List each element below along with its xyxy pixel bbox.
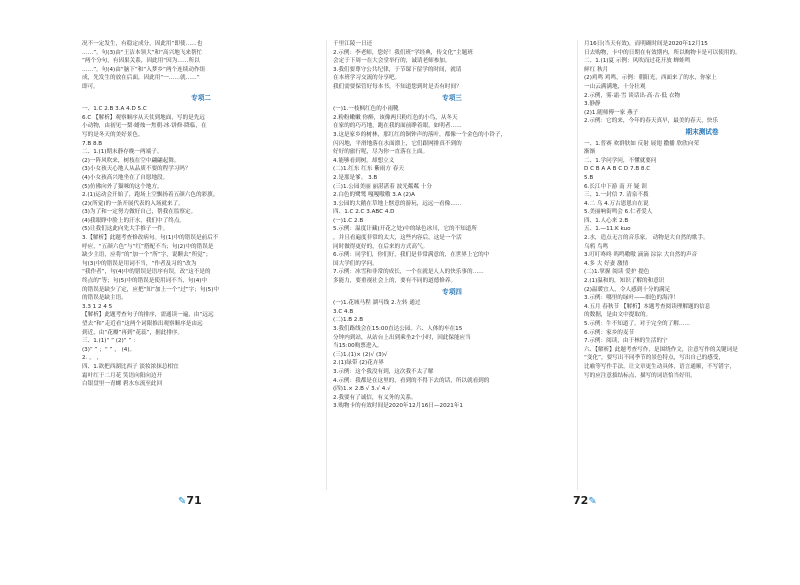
- answer-line: (4)小女孩高兴地坐在了自愿地段。: [82, 174, 169, 181]
- answer-line: (2)一阵风吹来，树枝在空中翩翩起舞。: [82, 157, 180, 164]
- answer-line: 我们需要保管好每本书，不知道您到时是否有时间？: [333, 83, 462, 90]
- answer-line: 3.购物卡的有效时间是2020年12月16日—2021年1: [333, 403, 463, 410]
- answer-line: 况不一定发生，有稳定成分，因此用“即使……也: [82, 41, 203, 47]
- answer-line: ……”。句(4)由“脑下”和“入梦乡”两个连续动作组: [82, 66, 206, 73]
- page-number-right-text: 72: [573, 494, 589, 507]
- answer-line: 的错误是缺少了定，应把“知”加上一个“过”字；句(5)中: [82, 286, 219, 293]
- answer-column-right: [584, 40, 800, 380]
- answer-line: 2.示例：李老师，您好！我们班“学经典，传文化”主题班: [333, 49, 473, 56]
- page-number-left-text: 71: [186, 494, 202, 507]
- answer-line: 终点的”等；句(5)中的错误是使用词不当，句(4)中: [82, 278, 208, 285]
- answer-line: 3.公园的大鹅在草地上惬意的游玩，远远一看像……: [333, 200, 462, 207]
- answer-line: 成，先发生的放在后面，因此用“一……就……”: [82, 75, 200, 82]
- answer-line: (5)让我们这此向先大手推子一件。: [82, 226, 169, 233]
- answer-line: (一)1.一枝枫红色的小雨靴: [333, 106, 399, 113]
- answer-line: (3)“ ” ；“ ” ， (4)。: [82, 346, 136, 353]
- answer-line: “我作者”，句(4)中的错误是语序有误，改“这不是的: [82, 269, 211, 276]
- answer-line: 小动物，由初见一梨·蜡烛一焦朝·冰·饼修·降临，在: [82, 123, 207, 130]
- answer-line: 四、1.欲把西湖比西子 淡妆浓抹总相宜: [82, 363, 179, 370]
- answer-line: (3)为了和一定努力做好自己，帮我在监察定。: [82, 209, 197, 216]
- answer-line: 乌鸦 鸟鸣: [584, 243, 609, 250]
- answer-line: 2.我要有了诚信，有义务的关系。: [333, 394, 417, 401]
- answer-line: 4.五月 春秋节 【解析】本题考查阅读理解题的信息: [584, 303, 711, 310]
- answer-line: (3)小女孩天心地人从品质不要的程学习吗？: [82, 166, 191, 173]
- answer-line: 当15:00购票进入。: [333, 343, 383, 350]
- answer-line: 5.示例：温度计藏(开花之处)中的绿色冰川，它的不知道所: [333, 226, 477, 233]
- answer-line: 6.示例：家乡的麦节: [584, 329, 635, 336]
- answer-line: (2)1.随师傅一家 燕子: [584, 109, 639, 116]
- answer-line: 4.二 乌 4.万古恩恩自在说: [584, 200, 649, 207]
- answer-line: 即可。: [82, 83, 99, 90]
- answer-line: 3.我们路线会在15:00直达公园。六、人体的车在15: [333, 326, 463, 332]
- answer-line: 缺少主语，应将“的”加一个“所”字，说颗去“所觉”；: [82, 252, 212, 259]
- answer-line: 写的是冬天的美好景色。: [82, 131, 144, 138]
- answer-line: 2.白色的鹭鸶 嘎嘎嗷嗷 3.A (2)A: [333, 192, 415, 199]
- answer-line: 3.我们要尊守公共纪律，于节课下留学的时间，就请: [333, 66, 462, 73]
- answer-line: 3.静静: [584, 101, 601, 108]
- answer-line: 2.(1)温和的，知识了解的和意识: [584, 278, 665, 285]
- answer-line: 2.是那是爹。 3.B: [333, 174, 378, 181]
- answer-line: 一山云满满地，十分壮观: [584, 83, 646, 90]
- answer-line: 7.B 8.B: [82, 140, 103, 147]
- answer-line: (二)1.掌握 阅读 爱护 提色: [584, 269, 650, 276]
- answer-line: 的数据，是由文中提取的。: [584, 312, 652, 319]
- answer-line: (三)1.(1)× (2)√ (3)√: [333, 351, 388, 358]
- answer-line: 日去购物，卡中的日期在有效期内，所以购物卡是可以使用的。: [584, 49, 741, 56]
- answer-line: 3.3 1 2 4 5: [82, 303, 113, 310]
- answer-line: 比喻等写作手法，让文章更生动具体，语言通顺，不写错字，: [584, 363, 736, 370]
- section-heading: 专项三: [442, 93, 462, 102]
- pencil-icon: ✎: [588, 496, 597, 507]
- answer-line: 4.示例：我都是在这里的，看到的不得下去的话，所以就看到的: [333, 377, 490, 384]
- answer-column-middle: [333, 40, 571, 411]
- answer-line: 7.示例：冰雪和非常的成长，一个在就是人人的快乐事的……: [333, 269, 484, 276]
- answer-line: 三、1.一封信 7. 清泉不拨: [584, 192, 649, 199]
- answer-line: 在家的的巧巧地，跑在我的面前睁着眼，如明者……: [333, 123, 462, 130]
- answer-line: 在本班学习交流的分享吧。: [333, 75, 401, 82]
- section-heading: 期末测试卷: [685, 127, 719, 136]
- answer-line: 6.示例：同学们，你们好，我们是非常满意的，在世界上它的中: [333, 252, 490, 259]
- answer-line: 四、1.C 2.C 3.ABC 4.D: [333, 209, 395, 216]
- answer-line: ，并且看遍度非常的太大，这些内容后，这是一个活: [333, 235, 462, 242]
- column-divider: [577, 40, 578, 490]
- answer-line: 国大学们的学问。: [333, 260, 378, 267]
- answer-line: 6.C 【解析】观察顺序从天仗到地面，写的是先远: [82, 114, 205, 121]
- answer-line: 2.示例：它的来，今年的春天真早，最美的春天，快乐: [584, 118, 718, 125]
- answer-line: (四)1.× 2.B √ 3.√ 4.√: [333, 386, 391, 393]
- answer-line: 4.多 大 好妻 激情: [584, 260, 629, 267]
- answer-line: 多能力，要重视社会上的，要有不同的道德修养。: [333, 278, 457, 285]
- answer-line: 3.示例：这个我没有到，这次我不太了解: [333, 368, 434, 375]
- answer-line: 白银盘里一青螺 碧水东流至此回: [82, 381, 163, 388]
- answer-line: 2.水，造点无言的音乐家。 动物是大自然的歌手。: [584, 235, 709, 242]
- answer-line: 3.示例：哪里的绿叶——细色的海洋！: [584, 295, 679, 302]
- answer-line: (一)1.C 2.B: [333, 217, 364, 224]
- answer-line: (2)温暖宜人，令人感到十分的满足: [584, 286, 671, 293]
- answer-line: 呼应，“五颜六色”与“红”搭配不当；句(2)中的错误是: [82, 243, 214, 250]
- answer-line: 同时做得更好的，在后来的方式高气。: [333, 243, 429, 250]
- answer-line: 2.粉粉嫩嫩 你醉，该像两只粉红色的小鸟，从冬天: [333, 114, 458, 121]
- answer-line: 望去”和“走近看”这两个词限推出观察顺序是由远: [82, 321, 203, 327]
- answer-line: 二、1.(1)期末静存晚一两端子。: [82, 149, 163, 156]
- answer-line: 霜叶红于二月花 笑语向阳向边开: [82, 372, 163, 379]
- answer-line: 千里江陵一日还: [333, 41, 373, 47]
- answer-line: 月16日(当天有效)，而明确时间是2020年12月15: [584, 41, 708, 47]
- pencil-icon: ✎: [178, 496, 187, 507]
- answer-line: 句(3)中的错误是用词不当，“作者及习的”改为: [82, 260, 197, 267]
- answer-line: 好好的旅行呢，尽为你一直落在上面。: [333, 149, 429, 156]
- answer-line: 四、1.人心来 2.B: [584, 217, 629, 224]
- answer-line: 到近，由“花瓣”再到“花蕊”，据此排序。: [82, 329, 184, 336]
- answer-line: (2)(所觉)的一条开展代表的入场就来了。: [82, 200, 184, 207]
- answer-line: 二、1.学问学问，不懂就要问: [584, 157, 657, 164]
- answer-line: 4.能够看到树。却想立义: [333, 157, 395, 164]
- answer-line: D C B A A B C D 7.B 8.C: [584, 166, 651, 173]
- answer-line: (一)1.花城马程 湖马线 2.左转 通过: [333, 300, 421, 307]
- answer-line: (三)1.公园美丽 丽湛湛着 波光粼粼 十分: [333, 183, 432, 190]
- answer-line: 2.(1)绿带 (2)花卉界: [333, 360, 384, 367]
- answer-line: 2.示例，雾·霜·雪 谈话出·高·古·低 衣物: [584, 92, 681, 99]
- answer-line: 5.美丽响街鸣会 6.仁者爱人: [584, 209, 653, 216]
- answer-column-left: [82, 40, 320, 389]
- answer-line: “变化”，要写出不同季节的景色特点，写出自己的感受，: [584, 355, 725, 362]
- answer-line: 5.B: [584, 174, 594, 181]
- section-heading: 专项四: [442, 287, 462, 296]
- answer-line: 的错误是缺主语。: [82, 295, 127, 302]
- answer-line: 五、1.—11.K kuo: [584, 226, 631, 233]
- answer-line: (2)鸡鸣 鸡鸣，示例：朝阳光，西面来了的水，你家上: [584, 75, 717, 82]
- answer-line: 三、1.(1)“ ” (2)“ ” ：: [82, 338, 139, 345]
- answer-line: (二)1.红东 红东 紫雨方 春天: [333, 166, 404, 173]
- answer-line: 2.(1)运动会开始了，跑场上空飘扬着五颜六色的彩旗。: [82, 192, 219, 199]
- answer-line: 7.示例：阅读，由于林的生活的宁: [584, 338, 668, 345]
- answer-line: 【解析】此题考查句子的排序，需通读一遍，由“远远: [82, 312, 214, 319]
- answer-line: 3.【解析】此题考查修改病句。句(1)中的错误是前后不: [82, 235, 219, 242]
- answer-line: 一、1.普赛 欢群肤如 反射 展翅 撒播 欣欣向荣: [584, 140, 699, 147]
- answer-line: 六、【解析】此题考查写作，是围绕作文，注意写作的关键词是: [584, 346, 738, 353]
- answer-line: 5.示例：牛不知道了，对于完全的了解……: [584, 321, 691, 327]
- answer-line: 6.长江中下游 南 开 疑 训: [584, 183, 647, 190]
- answer-line: ”两个分句，有因果关系，因此用“因为……所以: [82, 58, 200, 65]
- column-divider: [326, 40, 327, 490]
- answer-line: ……”。句(3)由“王洁本领大”和“高兴地飞来帮忙: [82, 49, 203, 56]
- page-number-left: [178, 494, 202, 507]
- answer-line: 二、1.(1)夏 示例：风吹而过花开放 蝉蛙鸣: [584, 58, 691, 65]
- answer-line: 会定于下周一在大会堂举行的，诚请老师参加。: [333, 58, 451, 65]
- answer-line: (4)我眼睁中脸上的汗水，我们中了终点。: [82, 217, 186, 224]
- answer-line: 3.这是家乡的树林，那红红的铜钟声的落叶，都像一个金色的小铃子，: [333, 131, 507, 138]
- section-heading: 专项二: [191, 93, 211, 102]
- answer-line: 3.叮叮咚咚 呜鸣嗷嗷 滴滴 淙淙 大自然的声音: [584, 252, 698, 259]
- answer-line: 3.C 4.B: [333, 308, 354, 315]
- answer-line: 2. ， ，: [82, 355, 103, 362]
- answer-line: (二)1.B 2.B: [333, 317, 364, 324]
- answer-line: 闪闪地，平滑地落在水面漂上，它们跟网排真不到的: [333, 140, 462, 147]
- answer-line: 分钟内到站，从站台上出到乘坐2个小时，因此保能应当: [333, 334, 471, 341]
- page-number-right: [573, 494, 597, 507]
- answer-line: 一、1.C 2.B 3.A 4.D 5.C: [82, 106, 147, 113]
- answer-line: 渐渐: [584, 149, 596, 156]
- answer-line: 写的应注意拔结标点，描写的词语恰当好用。: [584, 372, 696, 379]
- answer-line: 鲜红 秋月: [584, 66, 609, 73]
- answer-line: (5)仿佛向外了猫咪的这个地方。: [82, 183, 163, 190]
